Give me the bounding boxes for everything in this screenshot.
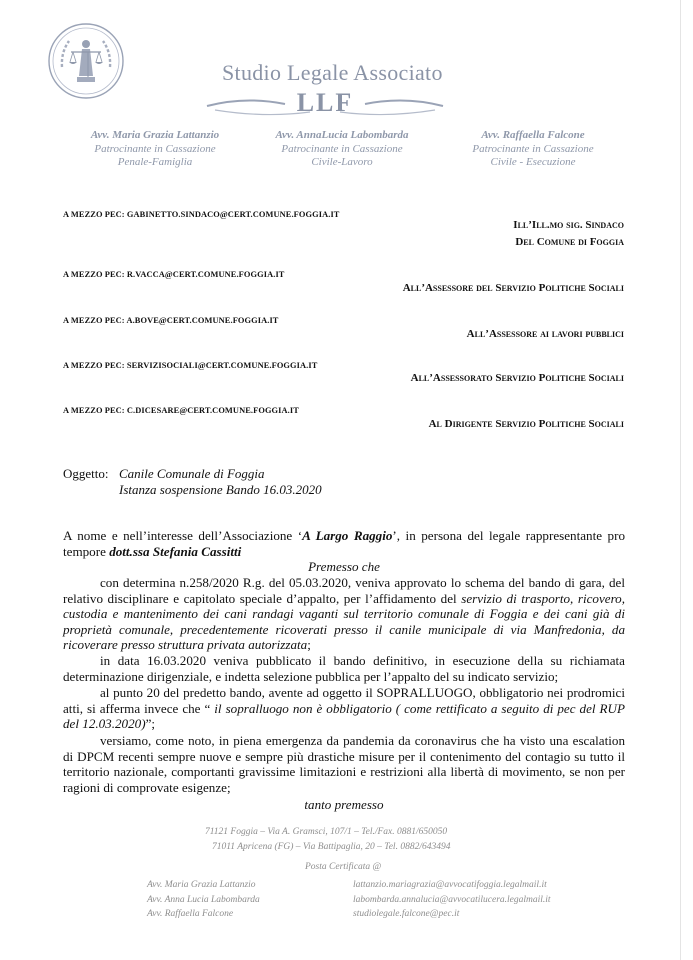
recipient-sindaco-line1: Ill’Ill.mo sig. Sindaco — [513, 219, 624, 231]
paragraph-bando: in data 16.03.2020 veniva pubblicato il bando definitivo, in esecuzione della su richiamata determinazione dirigenziale, e indetta selezione pubblica per l’appalto del su indicato servizio; — [63, 653, 625, 684]
paragraph-text: al punto 20 del predetto bando, avente ad oggetto il SOPRALLUOGO, obbligatorio nei prodromici atti, si afferma invece che “ — [63, 685, 625, 716]
pec-line-servizisociali — [63, 361, 317, 370]
pec-line-vacca — [63, 270, 285, 279]
intro-text-2: ’, in persona del legale rappresentante pro tempore — [63, 528, 625, 559]
footer-contact-email: lattanzio.mariagrazia@avvocatifoggia.legalmail.it — [353, 880, 547, 890]
lawyer-specialty: Civile - Esecuzione — [490, 156, 576, 168]
pec-address: C.DICESARE@CERT.COMUNE.FOGGIA.IT — [126, 406, 299, 415]
footer-address-foggia: 71121 Foggia – Via A. Gramsci, 107/1 – Tel./Fax. 0881/650050 — [205, 827, 448, 837]
footer-contact-name: Avv. Maria Grazia Lattanzio — [147, 880, 256, 890]
lawyer-name: Avv. Maria Grazia Lattanzio — [90, 129, 220, 141]
lawyer-name: Avv. AnnaLucia Labombarda — [275, 129, 409, 141]
pec-address: R.VACCA@CERT.COMUNE.FOGGIA.IT — [126, 270, 285, 279]
intro-paragraph — [63, 528, 625, 559]
paragraph-determina — [63, 575, 625, 653]
justice-seal-logo — [47, 22, 125, 100]
sopralluogo-quote: il sopralluogo non è obbligatorio ( come rettificato a seguito di pec del RUP del 12.03.2020) — [63, 700, 625, 732]
page-edge-line — [680, 0, 681, 960]
subject-line1: Canile Comunale di Foggia — [119, 466, 265, 481]
intro-text: A nome e nell’interesse dell’Associazione ‘ — [63, 528, 303, 543]
lawyer-falcone — [438, 129, 628, 170]
pec-label: A MEZZO PEC: — [63, 210, 125, 219]
recipient-assessorato: All’Assessorato Servizio Politiche Sociali — [410, 372, 624, 384]
paragraph-sopralluogo — [63, 685, 625, 732]
pec-address: A.BOVE@CERT.COMUNE.FOGGIA.IT — [126, 316, 279, 325]
pec-line-sindaco — [63, 210, 339, 219]
service-description: servizio di trasporto, ricovero, custodia e mantenimento dei cani randagi vaganti sul territorio comunale di Foggia e dei cani già di proprietà comunale, precedentemente ricoverati presso il canile municipale di via Manfredonia, da ricoverare presso struttura privata autorizzata — [63, 590, 625, 653]
subject-line2: Istanza sospensione Bando 16.03.2020 — [119, 482, 322, 497]
premesso-heading: Premesso che — [308, 559, 380, 574]
recipient-assessore-lavori: All’Assessore ai lavori pubblici — [466, 328, 624, 340]
pec-address: SERVIZISOCIALI@CERT.COMUNE.FOGGIA.IT — [126, 361, 318, 370]
lawyer-title: Patrocinante in Cassazione — [472, 142, 594, 155]
tanto-premesso: tanto premesso — [304, 797, 384, 812]
firm-name: Studio Legale Associato — [222, 60, 443, 85]
pec-label: A MEZZO PEC: — [63, 270, 125, 279]
lawyer-name: Avv. Raffaella Falcone — [481, 129, 585, 141]
lawyer-specialty: Civile-Lavoro — [311, 156, 373, 168]
recipient-dirigente: Al Dirigente Servizio Politiche Sociali — [428, 418, 624, 430]
paragraph-pandemia: versiamo, come noto, in piena emergenza da pandemia da coronavirus che ha visto una escalation di DPCM recenti sempre nuove e sempre più drastiche misure per il contenimento del contagio su tutto il territorio nazionale, comportanti gravissime limitazioni e restrizioni alla libertà di movimento, se non per ragioni di comprovate esigenze; — [63, 733, 625, 795]
lawyer-specialty: Penale-Famiglia — [117, 156, 193, 168]
lawyer-lattanzio — [60, 129, 250, 170]
footer-address-apricena: 71011 Apricena (FG) – Via Battipaglia, 20 – Tel. 0882/643494 — [212, 842, 451, 852]
paragraph-text-end: ; — [307, 637, 311, 653]
footer-contact-name: Avv. Raffaella Falcone — [147, 909, 234, 919]
lawyer-title: Patrocinante in Cassazione — [281, 142, 403, 155]
paragraph-text: con determina n.258/2020 R.g. del 05.03.2020, veniva approvato lo schema del bando di gara, del relativo disciplinare e capitolato speciale d’appalto, per l’affidamento del — [63, 575, 625, 606]
pec-address: GABINETTO.SINDACO@CERT.COMUNE.FOGGIA.IT — [126, 210, 340, 219]
footer-pec-title: Posta Certificata @ — [305, 862, 382, 872]
lawyer-title: Patrocinante in Cassazione — [94, 142, 216, 155]
pec-line-dicesare — [63, 406, 299, 415]
pec-label: A MEZZO PEC: — [63, 361, 125, 370]
footer-contact-email: labombarda.annalucia@avvocatilucera.legalmail.it — [353, 895, 551, 905]
pec-label: A MEZZO PEC: — [63, 316, 125, 325]
subject-block — [63, 466, 322, 498]
firm-logo-llf — [205, 88, 445, 120]
recipient-sindaco-line2: Del Comune di Foggia — [515, 236, 624, 248]
subject-label: Oggetto: — [63, 466, 109, 481]
footer-contact-name: Avv. Anna Lucia Labombarda — [147, 895, 260, 905]
pec-label: A MEZZO PEC: — [63, 406, 125, 415]
paragraph-text-end: ”; — [145, 716, 156, 732]
pec-line-bove — [63, 316, 279, 325]
recipient-assessore-politiche: All’Assessore del Servizio Politiche Sociali — [402, 282, 624, 294]
footer-contact-email: studiolegale.falcone@pec.it — [353, 909, 460, 919]
association-name: A Largo Raggio — [302, 528, 393, 543]
representative-name: dott.ssa Stefania Cassitti — [109, 543, 242, 559]
lawyer-labombarda — [247, 129, 437, 170]
firm-initials: LLF — [296, 88, 354, 117]
